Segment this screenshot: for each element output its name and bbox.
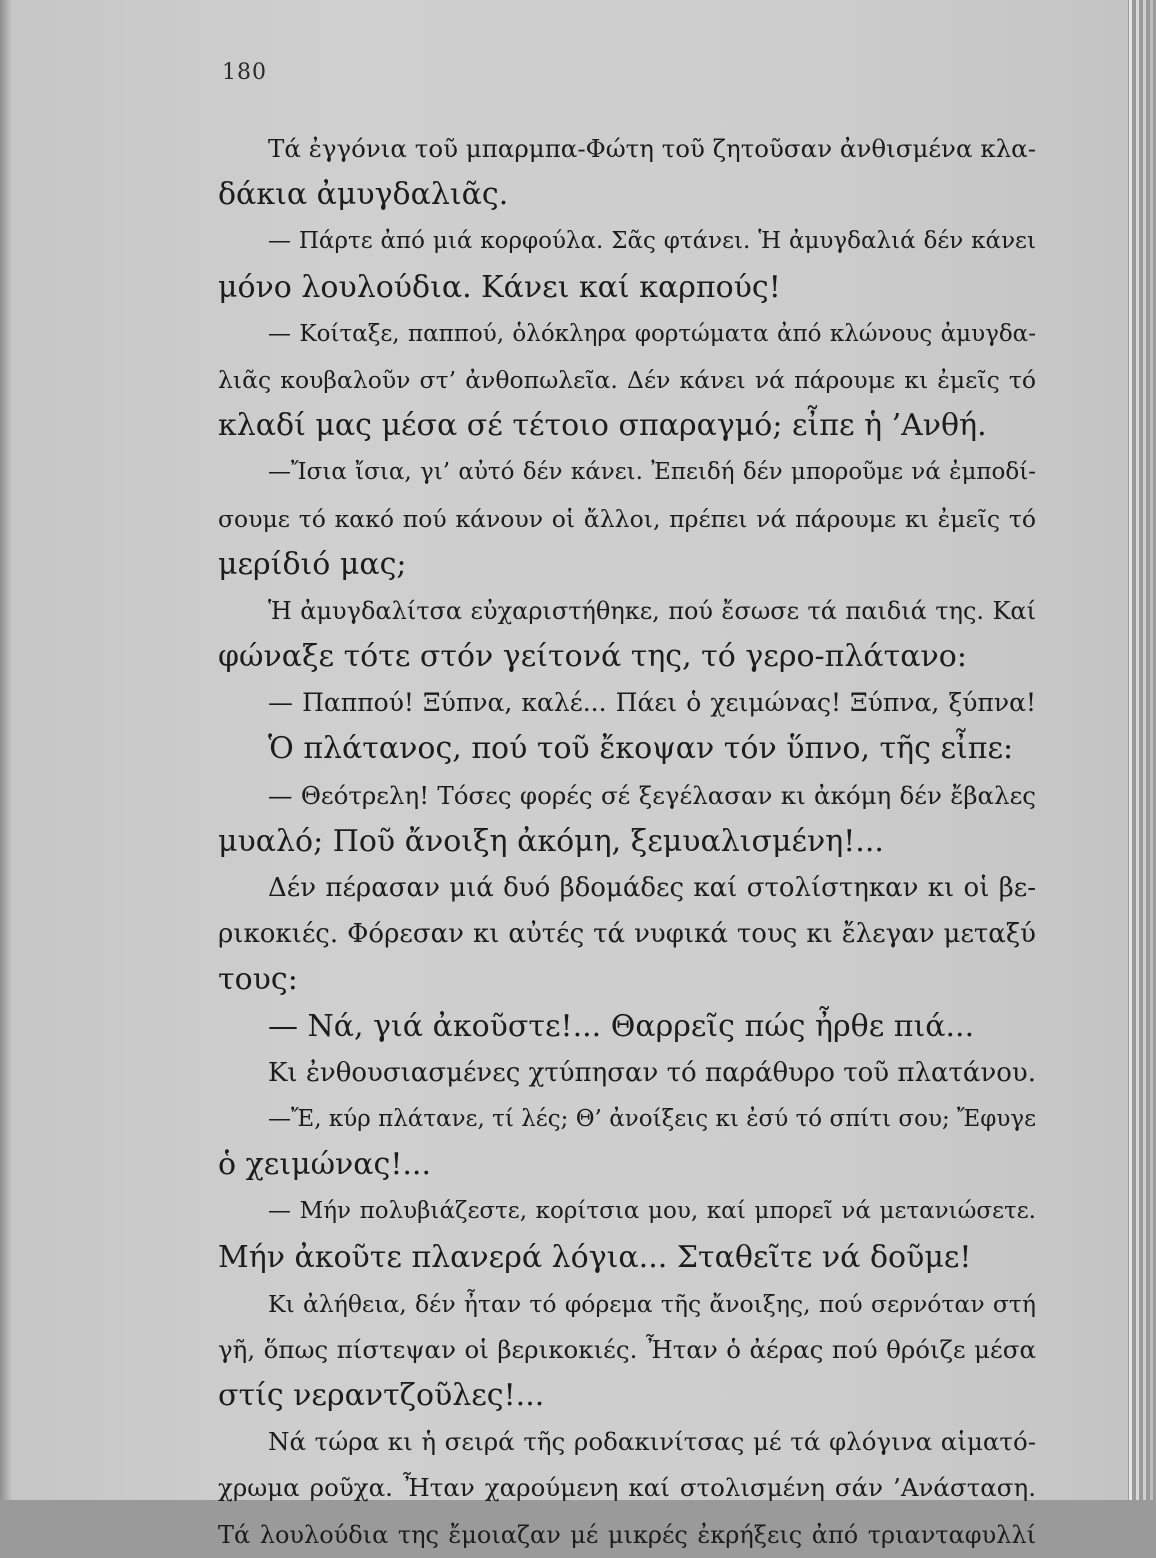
text-line: χρωμα ροῦχα. Ἦταν χαρούμενη καί στολισμένη σάν ’Ανάσταση. xyxy=(218,1473,1036,1503)
text-line: —Ἔ, κύρ πλάτανε, τί λές; Θ’ ἀνοίξεις κι ἐσύ τό σπίτι σου; Ἔφυγε xyxy=(268,1105,1036,1132)
page-edge xyxy=(1143,0,1146,1500)
text-line: κλαδί μας μέσα σέ τέτοιο σπαραγμό; εἶπε ἡ ’Ανθή. xyxy=(218,408,987,444)
text-line: Κι ἀλήθεια, δέν ἦταν τό φόρεμα τῆς ἄνοιξης, πού σερνόταν στή xyxy=(268,1289,1036,1318)
text-line: —Ἴσια ἴσια, γι’ αὐτό δέν κάνει. Ἐπειδή δέν μποροῦμε νά ἐμποδί- xyxy=(268,459,1036,486)
text-line: — Νά, γιά ἀκοῦστε!... Θαρρεῖς πώς ἦρθε πιά... xyxy=(268,1008,975,1044)
text-line: φώναξε τότε στόν γείτονά της, τό γερο-πλάτανο: xyxy=(218,639,967,675)
text-line: Ὁ πλάτανος, πού τοῦ ἔκοψαν τόν ὕπνο, τῆς εἶπε: xyxy=(268,731,1014,767)
page-edge xyxy=(1150,0,1153,1500)
text-line: τους: xyxy=(218,962,298,998)
text-line: μερίδιό μας; xyxy=(218,546,407,582)
text-line: ρικοκιές. Φόρεσαν κι αὐτές τά νυφικά τους κι ἔλεγαν μεταξύ xyxy=(218,919,1036,950)
page-edge xyxy=(1136,0,1139,1500)
text-line: Τά λουλούδια της ἔμοιαζαν μέ μικρές ἐκρήξεις ἀπό τριανταφυλλί xyxy=(218,1520,1036,1549)
text-line: Μήν ἀκοῦτε πλανερά λόγια... Σταθεῖτε νά δοῦμε! xyxy=(218,1239,972,1275)
page-number: 180 xyxy=(222,60,267,85)
text-line: σουμε τό κακό πού κάνουν οἱ ἄλλοι, πρέπει νά πάρουμε κι ἐμεῖς τό xyxy=(218,504,1036,533)
page-edge xyxy=(1129,0,1132,1500)
text-line: ὁ χειμώνας!... xyxy=(218,1147,432,1183)
text-line: — Θεότρελη! Τόσες φορές σέ ξεγέλασαν κι ἀκόμη δέν ἔβαλες xyxy=(268,780,1036,810)
text-line: δάκια ἀμυγδαλιᾶς. xyxy=(218,177,509,213)
body-text xyxy=(218,126,1036,1558)
text-line: Κι ἐνθουσιασμένες χτύπησαν τό παράθυρο τοῦ πλατάνου. xyxy=(268,1057,1036,1088)
text-line: — Μήν πολυβιάζεστε, κορίτσια μου, καί μπορεῖ νά μετανιώσετε. xyxy=(268,1198,1036,1225)
text-line: Νά τώρα κι ἡ σειρά τῆς ροδακινίτσας μέ τά φλόγινα αἱματό- xyxy=(268,1427,1036,1457)
gutter-shadow xyxy=(0,0,12,1500)
text-line: Δέν πέρασαν μιά δυό βδομάδες καί στολίστηκαν κι οἱ βε- xyxy=(268,873,1036,903)
text-line: λιᾶς κουβαλοῦν στ’ ἀνθοπωλεῖα. Δέν κάνει νά πάρουμε κι ἐμεῖς τό xyxy=(218,365,1036,394)
text-line: στίς νεραντζοῦλες!... xyxy=(218,1378,545,1414)
text-line: — Παππού! Ξύπνα, καλέ... Πάει ὁ χειμώνας! Ξύπνα, ξύπνα! xyxy=(268,688,1036,718)
text-line: γῆ, ὅπως πίστεψαν οἱ βερικοκιές. Ἦταν ὁ ἀέρας πού θρόιζε μέσα xyxy=(218,1334,1036,1364)
text-line: Τά ἐγγόνια τοῦ μπαρμπα-Φώτη τοῦ ζητοῦσαν ἀνθισμένα κλα- xyxy=(268,134,1036,163)
text-line: — Πάρτε ἀπό μιά κορφούλα. Σᾶς φτάνει. Ἡ ἀμυγδαλιά δέν κάνει xyxy=(268,228,1036,255)
text-line: μόνο λουλούδια. Κάνει καί καρπούς! xyxy=(218,269,781,305)
text-line: Ἡ ἀμυγδαλίτσα εὐχαριστήθηκε, πού ἔσωσε τά παιδιά της. Καί xyxy=(268,596,1036,625)
text-line: μυαλό; Ποῦ ἄνοιξη ἀκόμη, ξεμυαλισμένη!... xyxy=(218,823,884,859)
text-line: — Κοίταξε, παππού, ὁλόκληρα φορτώματα ἀπό κλώνους ἀμυγδα- xyxy=(268,320,1036,347)
